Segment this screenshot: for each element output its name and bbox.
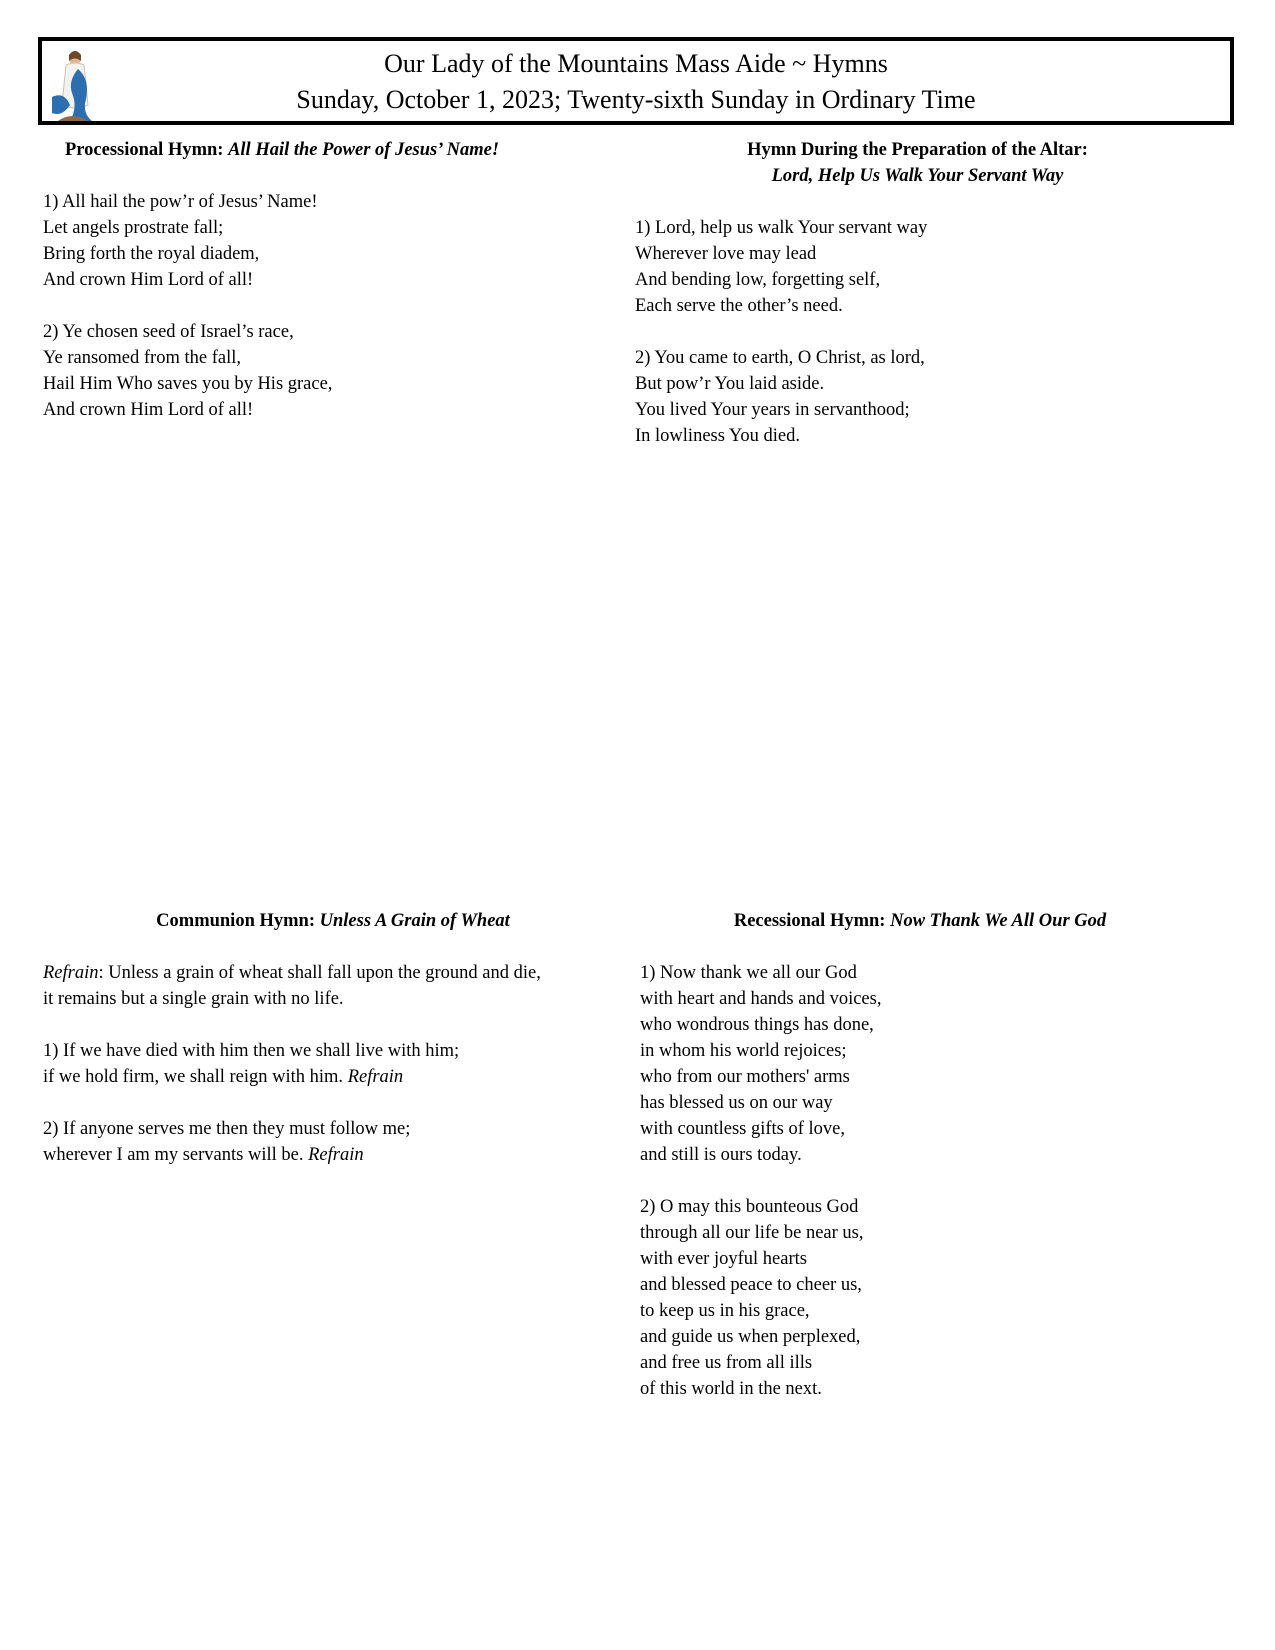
- verse-line: 1) Now thank we all our God: [640, 963, 857, 983]
- preparation-name: Lord, Help Us Walk Your Servant Way: [771, 166, 1064, 186]
- verse-line: who wondrous things has done,: [640, 1015, 874, 1035]
- communion-refrain: Refrain: Unless a grain of wheat shall fall upon the ground and die, it remains but a single grain with no life.: [43, 960, 623, 1012]
- verse-line: 1) All hail the pow’r of Jesus’ Name!: [43, 192, 318, 212]
- recessional-verse-2: [640, 1194, 1200, 1402]
- refrain-label: Refrain: [43, 963, 99, 983]
- verse-line: In lowliness You died.: [635, 426, 800, 446]
- verse-line: 2) You came to earth, O Christ, as lord,: [635, 348, 925, 368]
- communion-verse-2: 2) If anyone serves me then they must follow me; wherever I am my servants will be. Refrain: [43, 1116, 623, 1168]
- verse-line: with countless gifts of love,: [640, 1119, 846, 1139]
- verse-line: with ever joyful hearts: [640, 1249, 807, 1269]
- verse-line: 2) O may this bounteous God: [640, 1197, 859, 1217]
- verse-line: who from our mothers' arms: [640, 1067, 850, 1087]
- verse-line: 1) If we have died with him then we shall live with him;: [43, 1041, 460, 1061]
- recessional-verse-1: [640, 960, 1200, 1168]
- refrain-marker: Refrain: [308, 1145, 364, 1165]
- preparation-verse-2: [635, 345, 1195, 449]
- verse-line: Ye ransomed from the fall,: [43, 348, 241, 368]
- refrain-marker: Refrain: [347, 1067, 404, 1087]
- verse-line: Hail Him Who saves you by His grace,: [43, 374, 333, 394]
- verse-line: of this world in the next.: [640, 1379, 822, 1399]
- recessional-title: Recessional Hymn: Now Thank We All Our God: [733, 911, 1107, 931]
- verse-line: with heart and hands and voices,: [640, 989, 882, 1009]
- verse-line: Each serve the other’s need.: [635, 296, 843, 316]
- verse-line: Bring forth the royal diadem,: [43, 244, 260, 264]
- recessional-hymn: [640, 908, 1200, 1402]
- header-date: Sunday, October 1, 2023; Twenty-sixth Sunday in Ordinary Time: [296, 85, 976, 114]
- header-title: Our Lady of the Mountains Mass Aide ~ Hymns: [384, 49, 888, 78]
- communion-hymn: [43, 908, 623, 1168]
- processional-title: Processional Hymn: All Hail the Power of Jesus’ Name!: [65, 140, 500, 160]
- verse-line: has blessed us on our way: [640, 1093, 833, 1113]
- recessional-name: Now Thank We All Our God: [890, 911, 1107, 931]
- verse-line: And crown Him Lord of all!: [43, 270, 254, 290]
- verse-line: and blessed peace to cheer us,: [640, 1275, 862, 1295]
- processional-name: All Hail the Power of Jesus’ Name!: [228, 140, 500, 160]
- verse-line: And bending low, forgetting self,: [635, 270, 881, 290]
- verse-line: Wherever love may lead: [635, 244, 817, 264]
- verse-line: and guide us when perplexed,: [640, 1327, 861, 1347]
- verse-line: Let angels prostrate fall;: [43, 218, 224, 238]
- verse-line: it remains but a single grain with no life.: [43, 989, 344, 1009]
- preparation-verse-1: [635, 215, 1195, 319]
- preparation-hymn: [635, 137, 1195, 449]
- verse-line: through all our life be near us,: [640, 1223, 864, 1243]
- verse-line: 2) If anyone serves me then they must follow me;: [43, 1119, 411, 1139]
- verse-line: 1) Lord, help us walk Your servant way: [635, 218, 928, 238]
- verse-line: You lived Your years in servanthood;: [635, 400, 910, 420]
- verse-line: and free us from all ills: [640, 1353, 813, 1373]
- verse-line: And crown Him Lord of all!: [43, 400, 254, 420]
- processional-verse-1: [43, 189, 563, 293]
- communion-verse-1: 1) If we have died with him then we shall live with him; if we hold firm, we shall reign with him. Refrain: [43, 1038, 623, 1090]
- verse-line: 2) Ye chosen seed of Israel’s race,: [43, 322, 294, 342]
- page-header: [38, 37, 1234, 125]
- processional-verse-2: [43, 319, 563, 423]
- communion-title: Communion Hymn: Unless A Grain of Wheat: [156, 911, 510, 931]
- verse-line: But pow’r You laid aside.: [635, 374, 825, 394]
- communion-name: Unless A Grain of Wheat: [319, 911, 510, 931]
- verse-line: and still is ours today.: [640, 1145, 802, 1165]
- verse-line: to keep us in his grace,: [640, 1301, 810, 1321]
- verse-line: in whom his world rejoices;: [640, 1041, 847, 1061]
- preparation-title: Hymn During the Preparation of the Altar:: [747, 140, 1088, 160]
- processional-hymn: [43, 137, 563, 423]
